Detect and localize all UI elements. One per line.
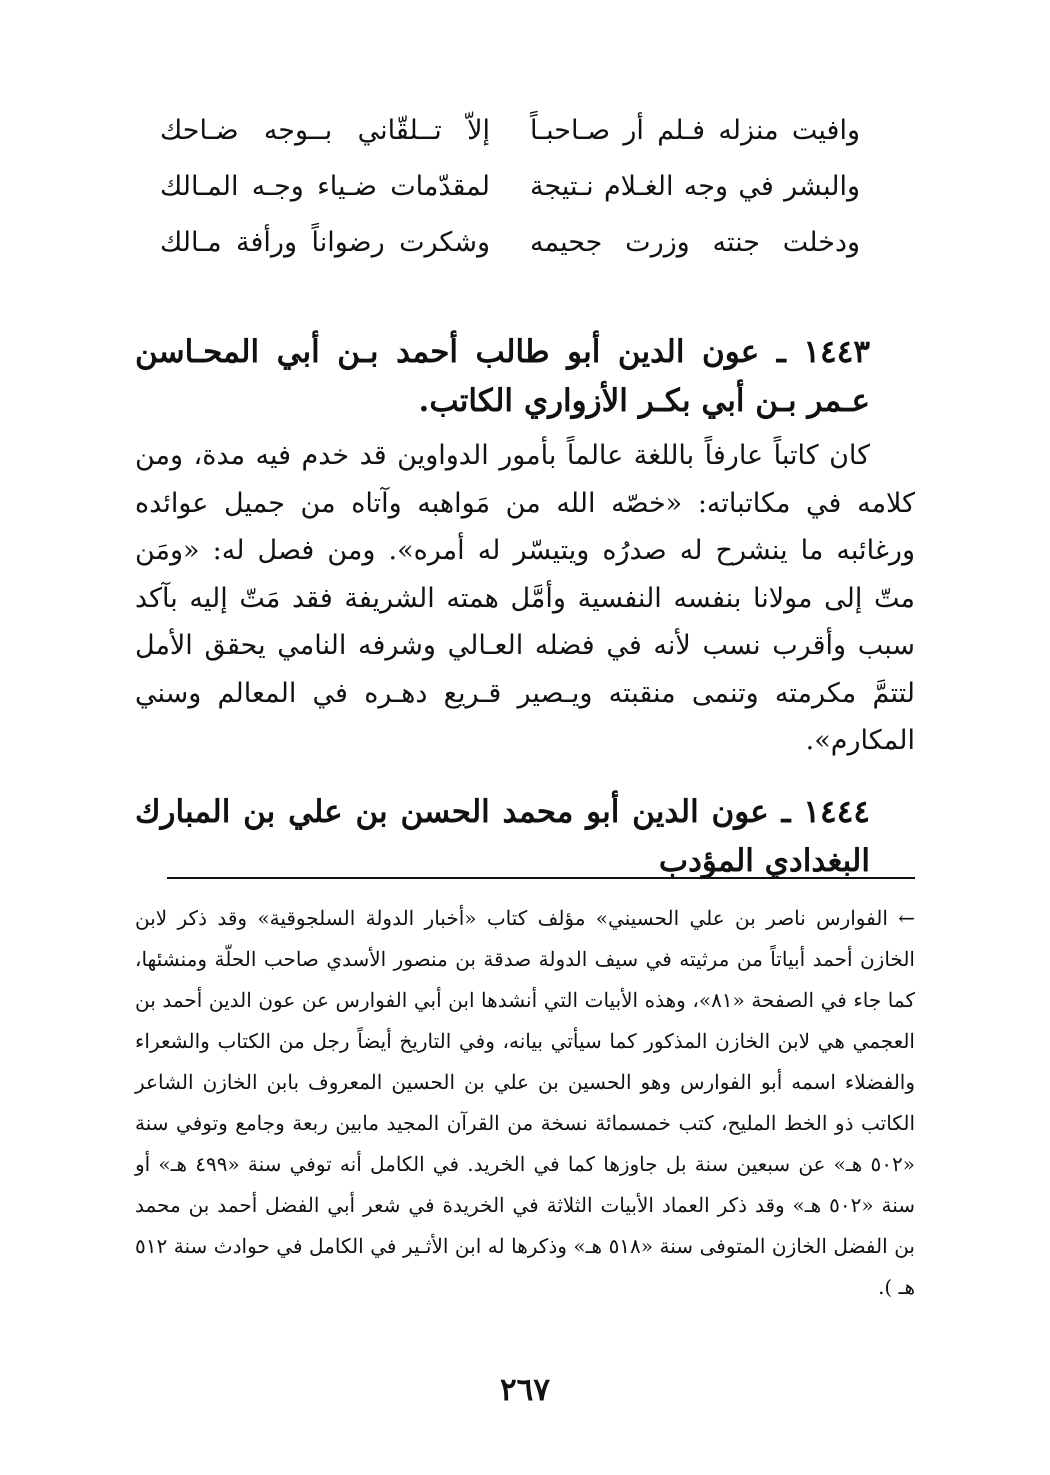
poem-hemistich-first: وافيت منزله فـلم أر صـاحبـاً xyxy=(530,114,860,146)
footnote: ← الفوارس ناصر بن علي الحسيني» مؤلف كتاب «أخبار الدولة السلجوقية» وقد ذكر لابن الخازن أحمد أبياتاً من مرثيته في سيف الدولة صدقة بن منصور الأسدي صاحب الحلّة ومنشئها، كما جاء في الصفحة «٨١»، وهذه الأبيات التي أنشدها ابن أبي الفوارس عن عون الدين أحمد بن العجمي هي لابن الخازن المذكور كما سيأتي بيانه، وفي التاريخ أيضاً رجل من الكتاب والشعراء والفضلاء اسمه أبو الفوارس وهو الحسين بن علي بن الحسين المعروف بابن الخازن الشاعر الكاتب ذو الخط المليح، كتب خمسمائة نسخة من القرآن المجيد مابين ربعة وجامع وتوفي سنة «٥٠٢ هـ» عن سبعين سنة بل جاوزها كما في الخريد. في الكامل أنه توفي سنة «٤٩٩ هـ» أو سنة «٥٠٢ هـ» وقد ذكر العماد الأبيات الثلاثة في الخريدة في شعر أبي الفضل أحمد بن محمد بن الفضل الخازن المتوفى سنة «٥١٨ هـ» وذكرها له ابن الأثـير في الكامل في حوادث سنة ٥١٢ هـ ). xyxy=(135,906,915,1299)
poem-hemistich-second: إلاّ تــلقّاني بــوجه ضـاحك xyxy=(160,114,490,146)
poem-hemistich-first: والبشر في وجه الغـلام نـتيجة xyxy=(530,170,860,202)
poem-hemistich-second: لمقدّمات ضـياء وجـه المـالك xyxy=(160,170,490,202)
poem-verse xyxy=(160,158,860,214)
entry-heading-1444: ١٤٤٤ ـ عون الدين أبو محمد الحسن بن علي بن المبارك البغدادي المؤدب xyxy=(135,794,871,879)
entry-body-1443: كان كاتباً عارفاً باللغة عالماً بأمور الدواوين قد خدم فيه مدة، ومن كلامه في مكاتباته: «خصّه الله من مَواهبه وآتاه من جميل عوائده ورغائبه ما ينشرح له صدرُه ويتيسّر له أمره». ومن فصل له: «ومَن متّ إلى مولانا بنفسه النفسية وأمَّل همته الشريفة فقد مَتّ إليه بآكد سبب وأقرب نسب لأنه في فضله العـالي وشرفه النامي يحقق الأمل لتتمَّ مكرمته وتنمى منقبته ويـصير قـريع دهـره في المعالم وسني المكارم». xyxy=(135,440,915,756)
poem-hemistich-first: ودخلت جنته وزرت جحيمه xyxy=(530,226,860,258)
poem xyxy=(160,102,860,270)
footnote-divider xyxy=(167,877,915,879)
page-number: ٢٦٧ xyxy=(500,1372,550,1408)
poem-hemistich-second: وشكرت رضواناً ورأفة مـالك xyxy=(160,226,490,258)
poem-verse xyxy=(160,214,860,270)
poem-verse xyxy=(160,102,860,158)
entry-heading-1443: ١٤٤٣ ـ عون الدين أبو طالب أحمد بـن أبي المحـاسن عـمر بـن أبي بكـر الأزواري الكاتب. xyxy=(135,334,870,419)
